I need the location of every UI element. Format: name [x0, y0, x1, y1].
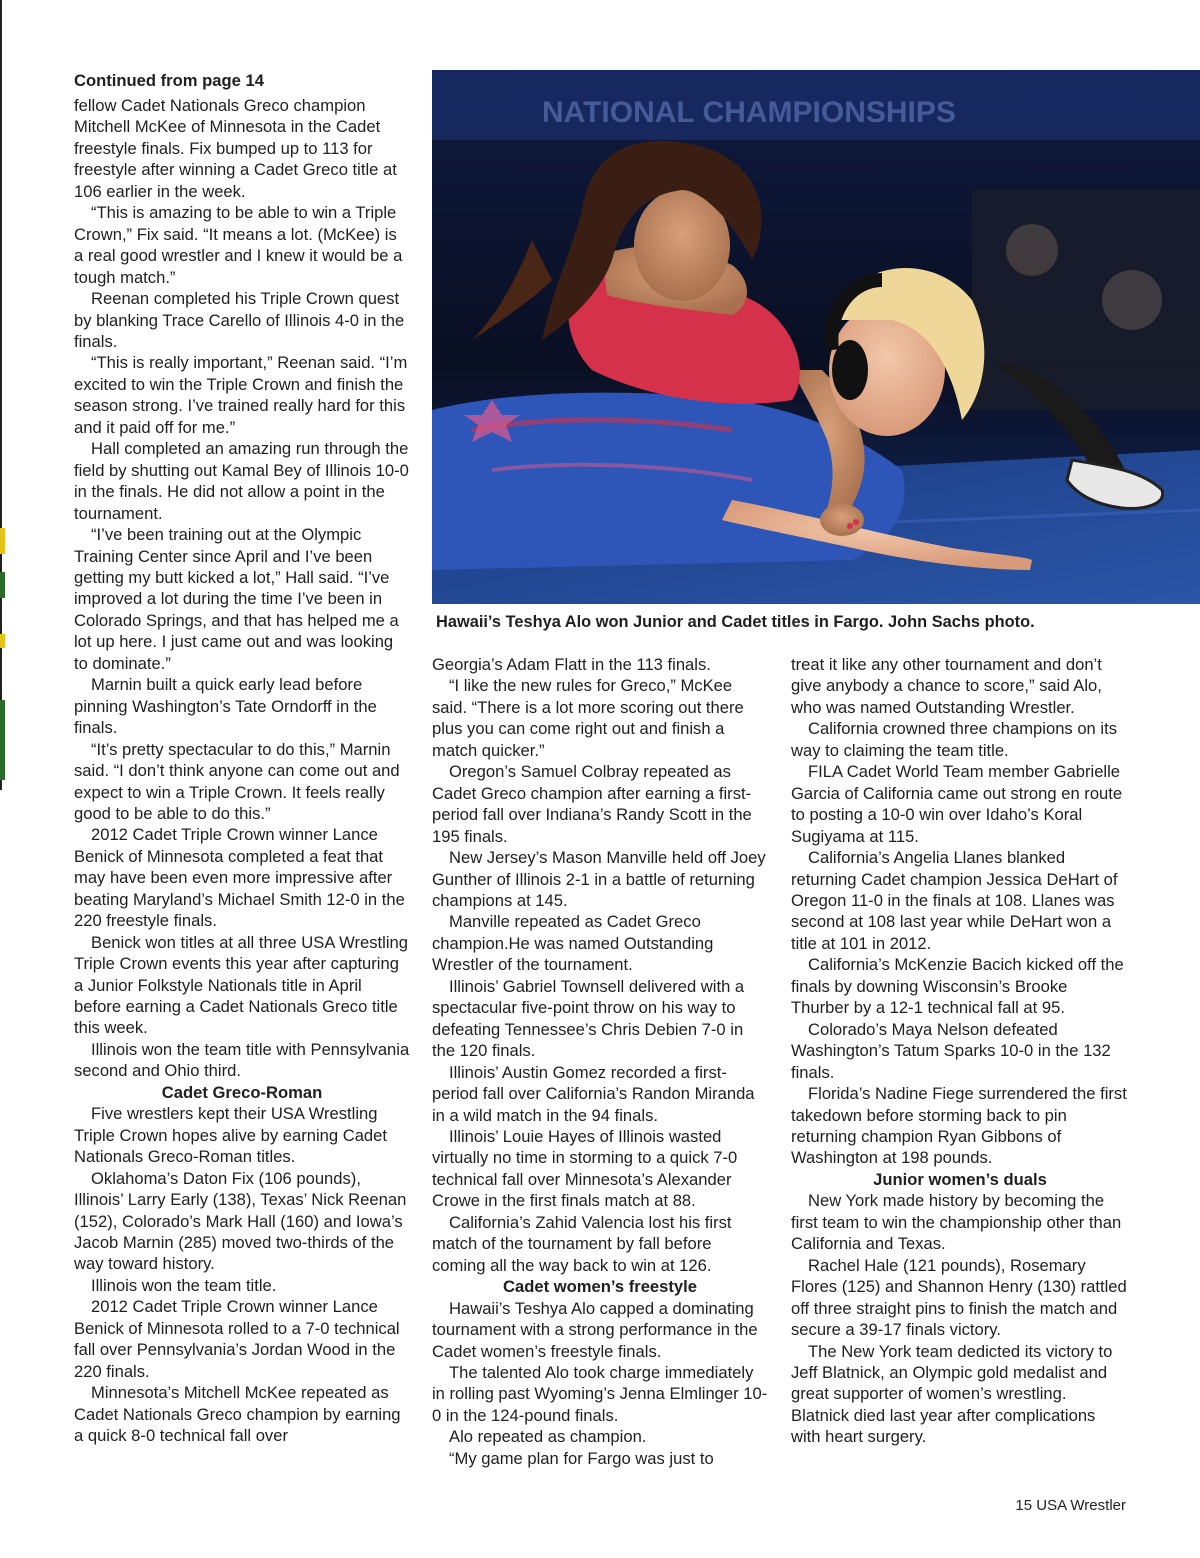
edge-mark-green-2 [0, 700, 5, 780]
article-paragraph: “I like the new rules for Greco,” McKee said. “There is a lot more scoring out there plus you can come right out and finish a match quicker.” [432, 676, 744, 760]
article-paragraph: Five wrestlers kept their USA Wrestling Triple Crown hopes alive by earning Cadet Nationals Greco-Roman titles. [74, 1104, 387, 1167]
article-column-1 [74, 69, 410, 1447]
article-paragraph: Illinois’ Austin Gomez recorded a first-period fall over California’s Randon Miranda in a wild match in the 94 finals. [432, 1062, 755, 1125]
article-paragraph: Illinois’ Gabriel Townsell delivered with a spectacular five-point throw on his way to defeating Tennessee’s Chris Debien 7-0 in the 120 finals. [432, 976, 745, 1061]
article-paragraph: The talented Alo took charge immediately in rolling past Wyoming’s Jenna Elmlinger 10-0 in the 124-pound finals. [432, 1362, 768, 1425]
article-paragraph: Oklahoma’s Daton Fix (106 pounds), Illinois’ Larry Early (138), Texas’ Nick Reenan (152), Colorado’s Mark Hall (160) and Iowa’s Jacob Marnin (285) moved two-thirds of the way toward history. [74, 1168, 407, 1274]
article-paragraph: Illinois’ Louie Hayes of Illinois wasted virtually no time in storming to a quick 7-0 technical fall over Minnesota’s Alexander Crowe in the first finals match at 88. [432, 1126, 738, 1211]
edge-mark-yellow-2 [0, 634, 5, 648]
continued-label: Continued from page 14 [74, 71, 264, 90]
section-heading: Cadet Greco-Roman [161, 1082, 323, 1102]
article-paragraph: Colorado’s Maya Nelson defeated Washington’s Tatum Sparks 10-0 in the 132 finals. [791, 1019, 1111, 1082]
article-paragraph: “My game plan for Fargo was just to [449, 1448, 714, 1468]
page-edge-line [0, 0, 2, 790]
article-paragraph: California crowned three champions on its way to claiming the team title. [791, 719, 1117, 760]
article-paragraph: Alo repeated as champion. [449, 1427, 647, 1447]
article-paragraph: Florida’s Nadine Fiege surrendered the first takedown before storming back to pin returning champion Ryan Gibbons of Washington at 198 pounds. [791, 1084, 1127, 1168]
photo-banner-text: NATIONAL CHAMPIONSHIPS [542, 96, 956, 129]
article-paragraph: 2012 Cadet Triple Crown winner Lance Benick of Minnesota completed a feat that may have been even more impressive after beating Maryland’s Michael Smith 12-0 in the 220 freestyle finals. [74, 825, 405, 931]
article-paragraph: Oregon’s Samuel Colbray repeated as Cadet Greco champion after earning a first-period fall over Indiana’s Randy Scott in the 195 finals. [432, 762, 752, 846]
edge-mark-green [0, 572, 5, 598]
article-paragraph: California’s Angelia Llanes blanked returning Cadet champion Jessica DeHart of Oregon 11-0 in the finals at 108. Llanes was second at 108 last year while DeHart won a title at 101 in 2012. [791, 848, 1118, 953]
article-paragraph: 2012 Cadet Triple Crown winner Lance Benick of Minnesota rolled to a 7-0 technical fall over Pennsylvania’s Jordan Wood in the 220 finals. [74, 1297, 400, 1381]
photo-caption: Hawaii’s Teshya Alo won Junior and Cadet titles in Fargo. John Sachs photo. [436, 613, 1035, 631]
article-paragraph: Illinois won the team title. [91, 1275, 277, 1295]
wrestling-photo [432, 70, 1200, 604]
article-paragraph: The New York team dedicted its victory to Jeff Blatnick, an Olympic gold medalist and great supporter of women’s wrestling. Blatnick died last year after complications with heart surgery. [791, 1341, 1113, 1447]
article-paragraph: Hawaii’s Teshya Alo capped a dominating tournament with a strong performance in the Cadet women’s freestyle finals. [432, 1298, 758, 1361]
article-paragraph: “It’s pretty spectacular to do this,” Marnin said. “I don’t think anyone can come out and expect to win a Triple Crown. It feels really good to be able to do this.” [74, 739, 400, 823]
article-column-3 [791, 654, 1129, 1448]
article-paragraph: Rachel Hale (121 pounds), Rosemary Flores (125) and Shannon Henry (130) rattled off three straight pins to finish the match and secure a 39-17 finals victory. [791, 1255, 1127, 1340]
edge-mark-yellow [0, 528, 5, 554]
article-paragraph: “I’ve been training out at the Olympic Training Center since April and I’ve been getting my butt kicked a lot,” Hall said. “I’ve improved a lot during the time I’ve been in Colorado Springs, and that has helped me a lot up here. I just came out and was looking to dominate.” [74, 525, 399, 673]
article-paragraph: Benick won titles at all three USA Wrestling Triple Crown events this year after capturing a Junior Folkstyle Nationals title in April before earning a Cadet Nationals Greco title this week. [74, 932, 408, 1038]
article-paragraph: New York made history by becoming the first team to win the championship other than California and Texas. [791, 1191, 1122, 1254]
article-paragraph: New Jersey’s Mason Manville held off Joey Gunther of Illinois 2-1 in a battle of returning champions at 145. [432, 848, 766, 910]
article-paragraph: “This is really important,” Reenan said. “I’m excited to win the Triple Crown and finish the season strong. I’ve trained really hard for this and it paid off for me.” [74, 353, 408, 437]
article-paragraph: fellow Cadet Nationals Greco champion Mitchell McKee of Minnesota in the Cadet freestyle finals. Fix bumped up to 113 for freestyle after winning a Cadet Greco title at 106 earlier in the week. [74, 96, 397, 201]
article-paragraph: Illinois won the team title with Pennsylvania second and Ohio third. [74, 1039, 410, 1081]
article-paragraph: Marnin built a quick early lead before pinning Washington’s Tate Orndorff in the finals. [74, 675, 377, 738]
article-paragraph: Manville repeated as Cadet Greco champion.He was named Outstanding Wrestler of the tournament. [432, 912, 714, 975]
article-paragraph: California’s Zahid Valencia lost his first match of the tournament by fall before coming all the way back to win at 126. [432, 1212, 732, 1275]
article-paragraph: “This is amazing to be able to win a Triple Crown,” Fix said. “It means a lot. (McKee) is a real good wrestler and I knew it would be a tough match.” [74, 203, 403, 287]
page-footer: 15 USA Wrestler [1015, 1497, 1126, 1514]
section-heading: Cadet women’s freestyle [503, 1277, 697, 1297]
article-paragraph: treat it like any other tournament and don’t give anybody a chance to score,” said Alo, who was named Outstanding Wrestler. [791, 655, 1102, 717]
article-paragraph: Minnesota’s Mitchell McKee repeated as Cadet Nationals Greco champion by earning a quick 8-0 technical fall over [74, 1383, 401, 1446]
article-paragraph: Reenan completed his Triple Crown quest by blanking Trace Carello of Illinois 4-0 in the finals. [74, 289, 405, 351]
article-paragraph: FILA Cadet World Team member Gabrielle Garcia of California came out strong en route to posting a 10-0 win over Idaho’s Koral Sugiyama at 115. [791, 762, 1123, 846]
section-heading: Junior women’s duals [873, 1169, 1047, 1189]
article-paragraph: Hall completed an amazing run through the field by shutting out Kamal Bey of Illinois 10-0 in the finals. He did not allow a point in the tournament. [74, 439, 409, 523]
article-column-2 [432, 654, 768, 1469]
article-paragraph: Georgia’s Adam Flatt in the 113 finals. [432, 655, 711, 674]
article-paragraph: California’s McKenzie Bacich kicked off the finals by downing Wisconsin’s Brooke Thurber by a 12-1 technical fall at 95. [791, 955, 1124, 1018]
